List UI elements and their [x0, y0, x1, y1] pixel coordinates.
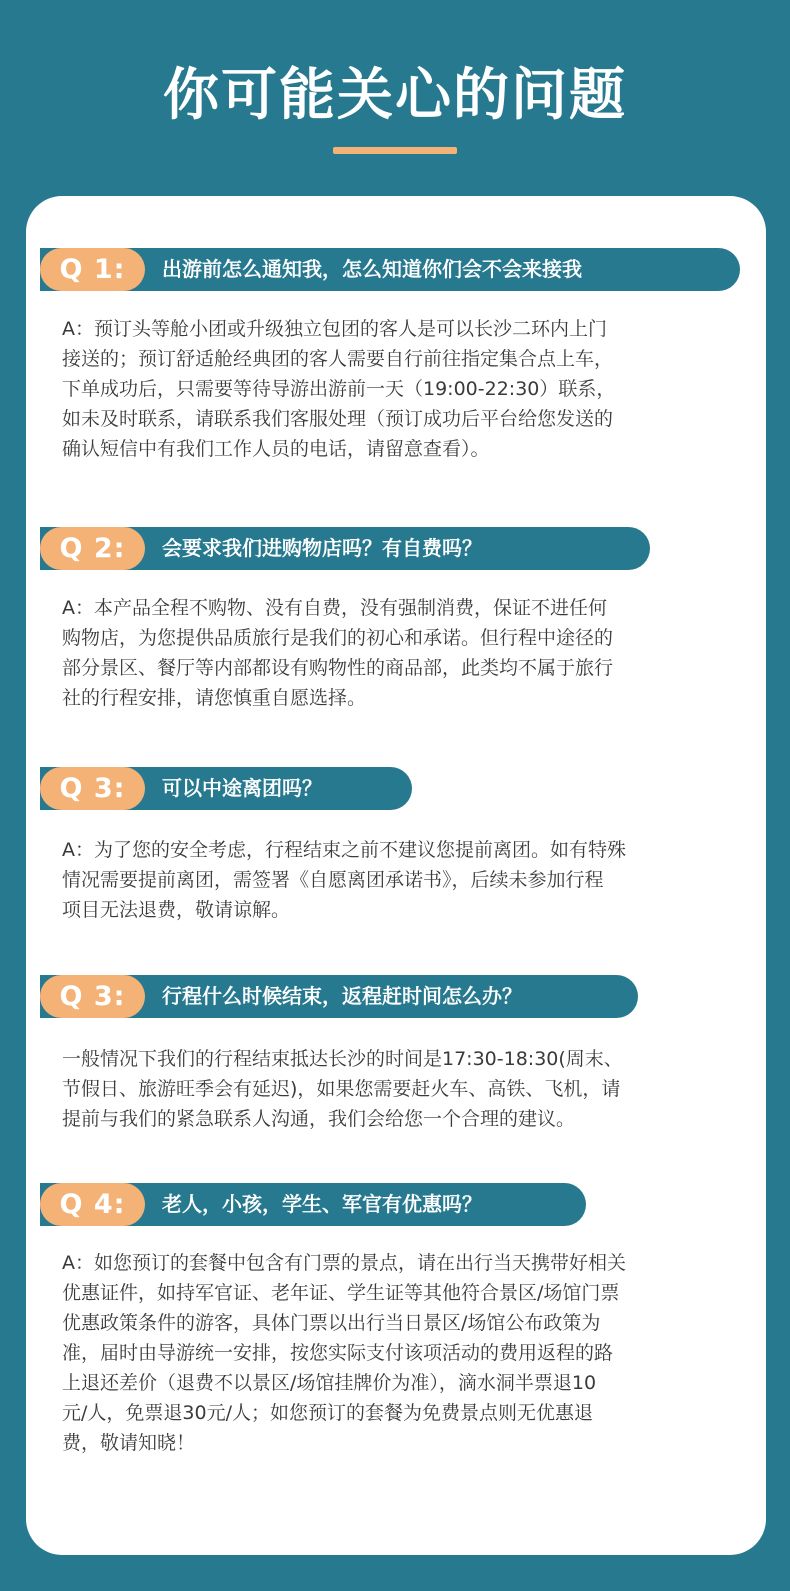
answer-line: 情况需要提前离团，需签署《自愿离团承诺书》，后续未参加行程 [62, 869, 604, 891]
faq-question-bar-1 [40, 248, 740, 291]
answer-line: 费，敬请知晓！ [62, 1432, 196, 1454]
question-badge: Q 2: [40, 527, 145, 570]
answer-line: A：如您预订的套餐中包含有门票的景点，请在出行当天携带好相关 [62, 1252, 626, 1274]
question-text: 出游前怎么通知我，怎么知道你们会不会来接我 [162, 257, 582, 281]
answer-line: 接送的；预订舒适舱经典团的客人需要自行前往指定集合点上车， [62, 348, 614, 370]
answer-line: 如未及时联系，请联系我们客服处理（预订成功后平台给您发送的 [62, 408, 614, 430]
faq-card [26, 196, 766, 1555]
question-badge: Q 3: [40, 975, 145, 1018]
answer-line: A：本产品全程不购物、没有自费，没有强制消费，保证不进任何 [62, 597, 607, 619]
answer-line: 购物店，为您提供品质旅行是我们的初心和承诺。但行程中途径的 [62, 627, 614, 649]
answer-line: 部分景区、餐厅等内部都设有购物性的商品部，此类均不属于旅行 [62, 657, 614, 679]
answer-line: 优惠政策条件的游客，具体门票以出行当日景区/场馆公布政策为 [62, 1312, 601, 1334]
answer-line: 确认短信中有我们工作人员的电话，请留意查看）。 [62, 438, 490, 460]
question-badge: Q 1: [40, 248, 145, 291]
answer-line: 准，届时由导游统一安排，按您实际支付该项活动的费用返程的路 [62, 1342, 614, 1364]
answer-line: 元/人，免票退30元/人；如您预订的套餐为免费景点则无优惠退 [62, 1402, 593, 1424]
answer-line: 节假日、旅游旺季会有延迟)，如果您需要赶火车、高铁、飞机，请 [62, 1078, 621, 1100]
answer-line: 上退还差价（退费不以景区/场馆挂牌价为准），滴水洞半票退10 [62, 1372, 597, 1394]
answer-line: 一般情况下我们的行程结束抵达长沙的时间是17:30-18:30(周末、 [62, 1048, 623, 1070]
faq-question-bar-3 [40, 767, 412, 810]
faq-answer-1 [62, 314, 730, 464]
answer-line: 提前与我们的紧急联系人沟通，我们会给您一个合理的建议。 [62, 1108, 576, 1130]
answer-line: A：为了您的安全考虑，行程结束之前不建议您提前离团。如有特殊 [62, 839, 626, 861]
question-badge: Q 4: [40, 1183, 145, 1226]
answer-line: 优惠证件，如持军官证、老年证、学生证等其他符合景区/场馆门票 [62, 1282, 620, 1304]
faq-answer-2 [62, 593, 730, 713]
faq-question-bar-4 [40, 975, 638, 1018]
answer-line: 下单成功后，只需要等待导游出游前一天（19:00-22:30）联系， [62, 378, 616, 400]
faq-question-bar-2 [40, 527, 650, 570]
answer-line: A：预订头等舱小团或升级独立包团的客人是可以长沙二环内上门 [62, 318, 607, 340]
page-title: 你可能关心的问题 [163, 63, 627, 128]
faq-answer-3 [62, 835, 730, 925]
question-text: 可以中途离团吗？ [162, 776, 322, 800]
faq-answer-4 [62, 1044, 730, 1134]
question-text: 会要求我们进购物店吗？有自费吗？ [162, 536, 482, 560]
answer-line: 项目无法退费，敬请谅解。 [62, 899, 291, 921]
question-text: 老人，小孩，学生、军官有优惠吗？ [162, 1192, 482, 1216]
faq-question-bar-5 [40, 1183, 586, 1226]
question-badge: Q 3: [40, 767, 145, 810]
title-underline [333, 147, 457, 154]
question-text: 行程什么时候结束，返程赶时间怎么办？ [162, 984, 522, 1008]
faq-answer-5 [62, 1248, 730, 1458]
answer-line: 社的行程安排，请您慎重自愿选择。 [62, 687, 367, 709]
